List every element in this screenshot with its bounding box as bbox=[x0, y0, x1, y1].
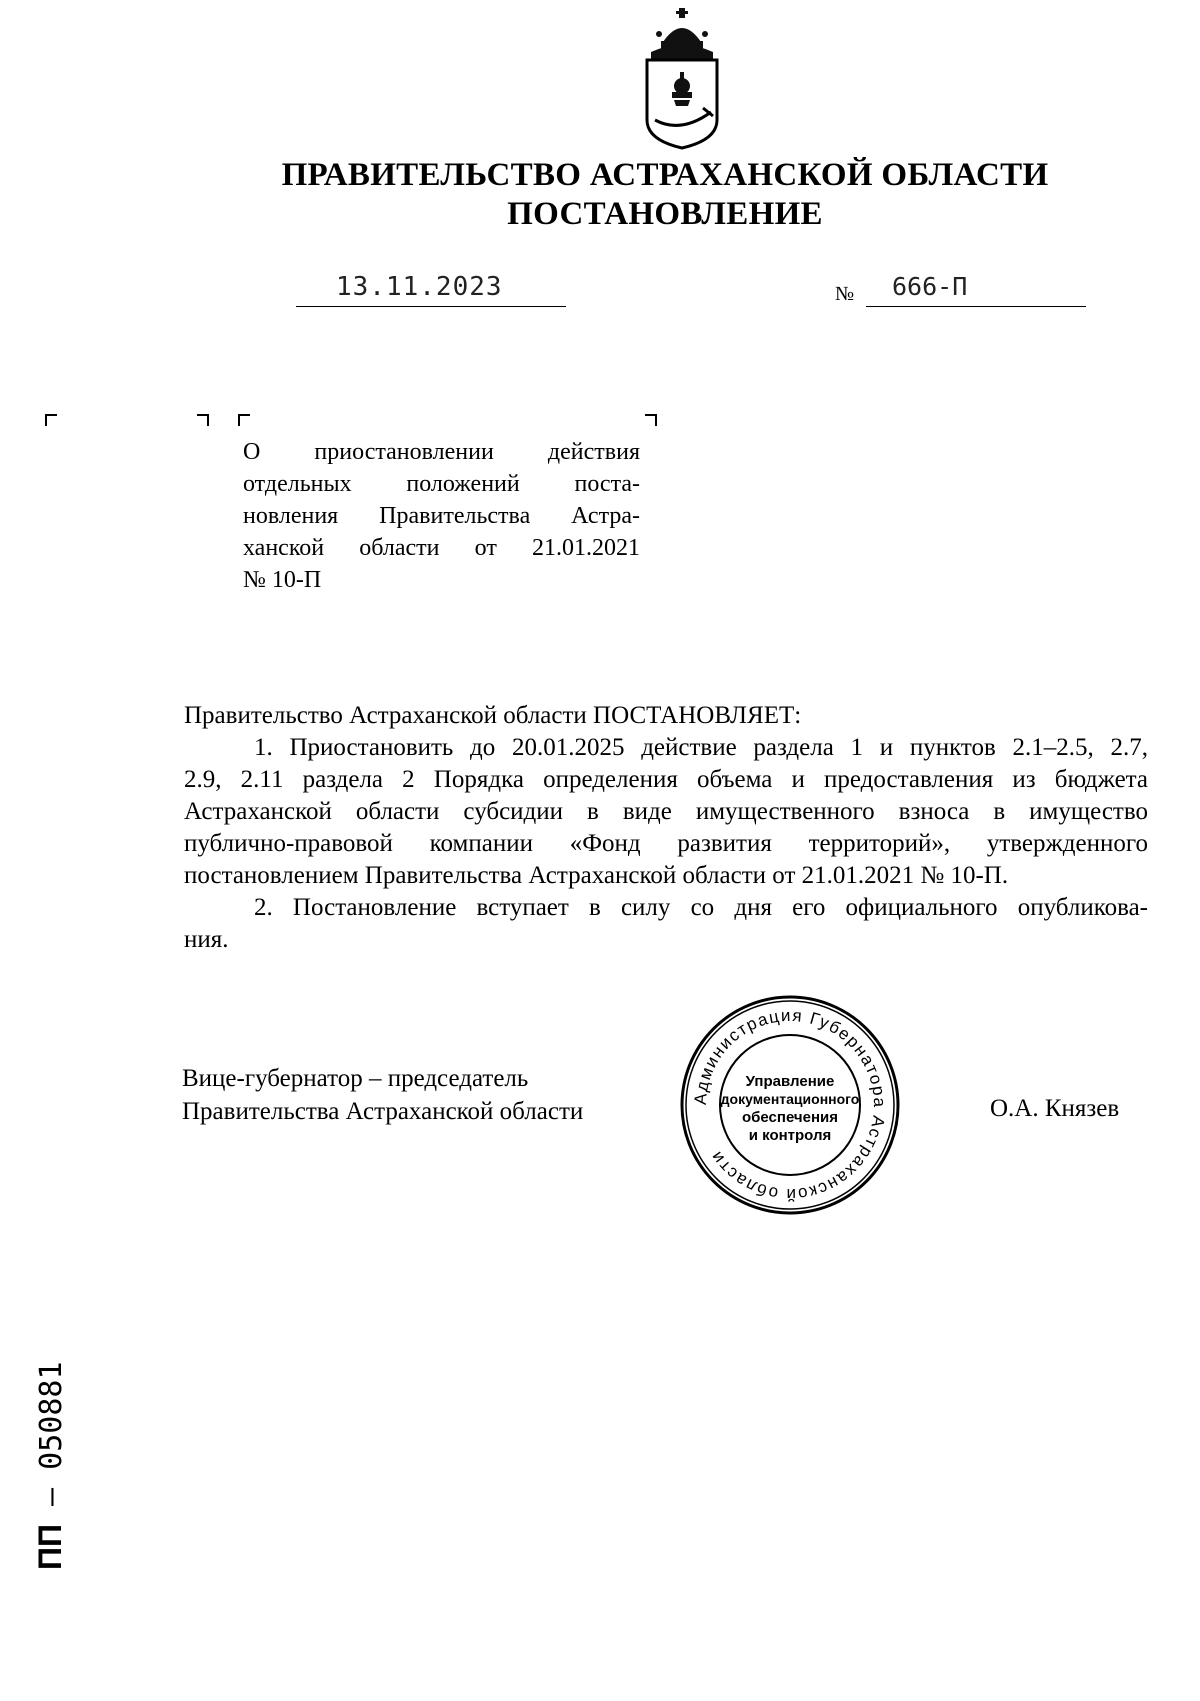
stamp-center-line: документационного bbox=[720, 1091, 860, 1107]
number-field bbox=[866, 272, 1086, 307]
margin-corner-mark bbox=[45, 414, 57, 426]
registry-digits: – 050881 bbox=[34, 1361, 69, 1524]
stamp-center-line: Управление bbox=[745, 1073, 835, 1090]
paragraph-2-line: 2. Постановление вступает в силу со дня его официального опубликова- bbox=[254, 894, 1148, 921]
paragraph-1-line: постановлением Правительства Астраханской области от 21.01.2021 № 10-П. bbox=[184, 862, 1009, 889]
date-field bbox=[296, 272, 566, 307]
subject-line: № 10-П bbox=[243, 567, 322, 593]
signatory-title bbox=[182, 1062, 583, 1128]
paragraph-2-line: ния. bbox=[184, 926, 229, 953]
subject-line: О приостановлении действия bbox=[243, 439, 640, 465]
signatory-title-line: Вице-губернатор – председатель bbox=[182, 1065, 529, 1092]
signatory-name: О.А. Князев bbox=[990, 1095, 1120, 1122]
document-body bbox=[184, 700, 1148, 956]
government-title: ПРАВИТЕЛЬСТВО АСТРАХАНСКОЙ ОБЛАСТИ bbox=[281, 157, 1049, 193]
margin-corner-mark bbox=[197, 414, 209, 426]
number-sign: № bbox=[835, 283, 855, 305]
subject-line: новления Правительства Астра- bbox=[243, 503, 640, 529]
document-number: 666-П bbox=[892, 272, 968, 301]
coat-of-arms-emblem bbox=[641, 8, 723, 150]
registry-number bbox=[32, 1361, 69, 1570]
stamp-ring-text: Администрация Губернатора Астраханской области bbox=[690, 1005, 890, 1205]
signatory-title-line: Правительства Астраханской области bbox=[182, 1098, 584, 1125]
stamp-center-line: и контроля bbox=[748, 1127, 832, 1144]
paragraph-1-line: публично-правовой компании «Фонд развития территорий», утвержденного bbox=[184, 830, 1148, 857]
body-intro: Правительство Астраханской области ПОСТАНОВЛЯЕТ: bbox=[184, 702, 802, 729]
official-stamp bbox=[679, 994, 901, 1216]
stamp-center-line: обеспечения bbox=[741, 1109, 839, 1126]
document-subject bbox=[243, 436, 640, 596]
registry-prefix: ПП bbox=[32, 1524, 68, 1570]
paragraph-1-line: 2.9, 2.11 раздела 2 Порядка определения объема и предоставления из бюджета bbox=[184, 766, 1148, 793]
subject-line: отдельных положений поста- bbox=[243, 471, 640, 497]
subject-corner-mark bbox=[645, 414, 657, 426]
subject-line: ханской области от 21.01.2021 bbox=[243, 535, 640, 561]
paragraph-1-line: 1. Приостановить до 20.01.2025 действие раздела 1 и пунктов 2.1–2.5, 2.7, bbox=[254, 734, 1148, 761]
document-type-title: ПОСТАНОВЛЕНИЕ bbox=[507, 196, 823, 232]
document-date: 13.11.2023 bbox=[336, 272, 503, 302]
paragraph-1-line: Астраханской области субсидии в виде имущественного взноса в имущество bbox=[184, 798, 1148, 825]
subject-corner-mark bbox=[238, 414, 250, 426]
